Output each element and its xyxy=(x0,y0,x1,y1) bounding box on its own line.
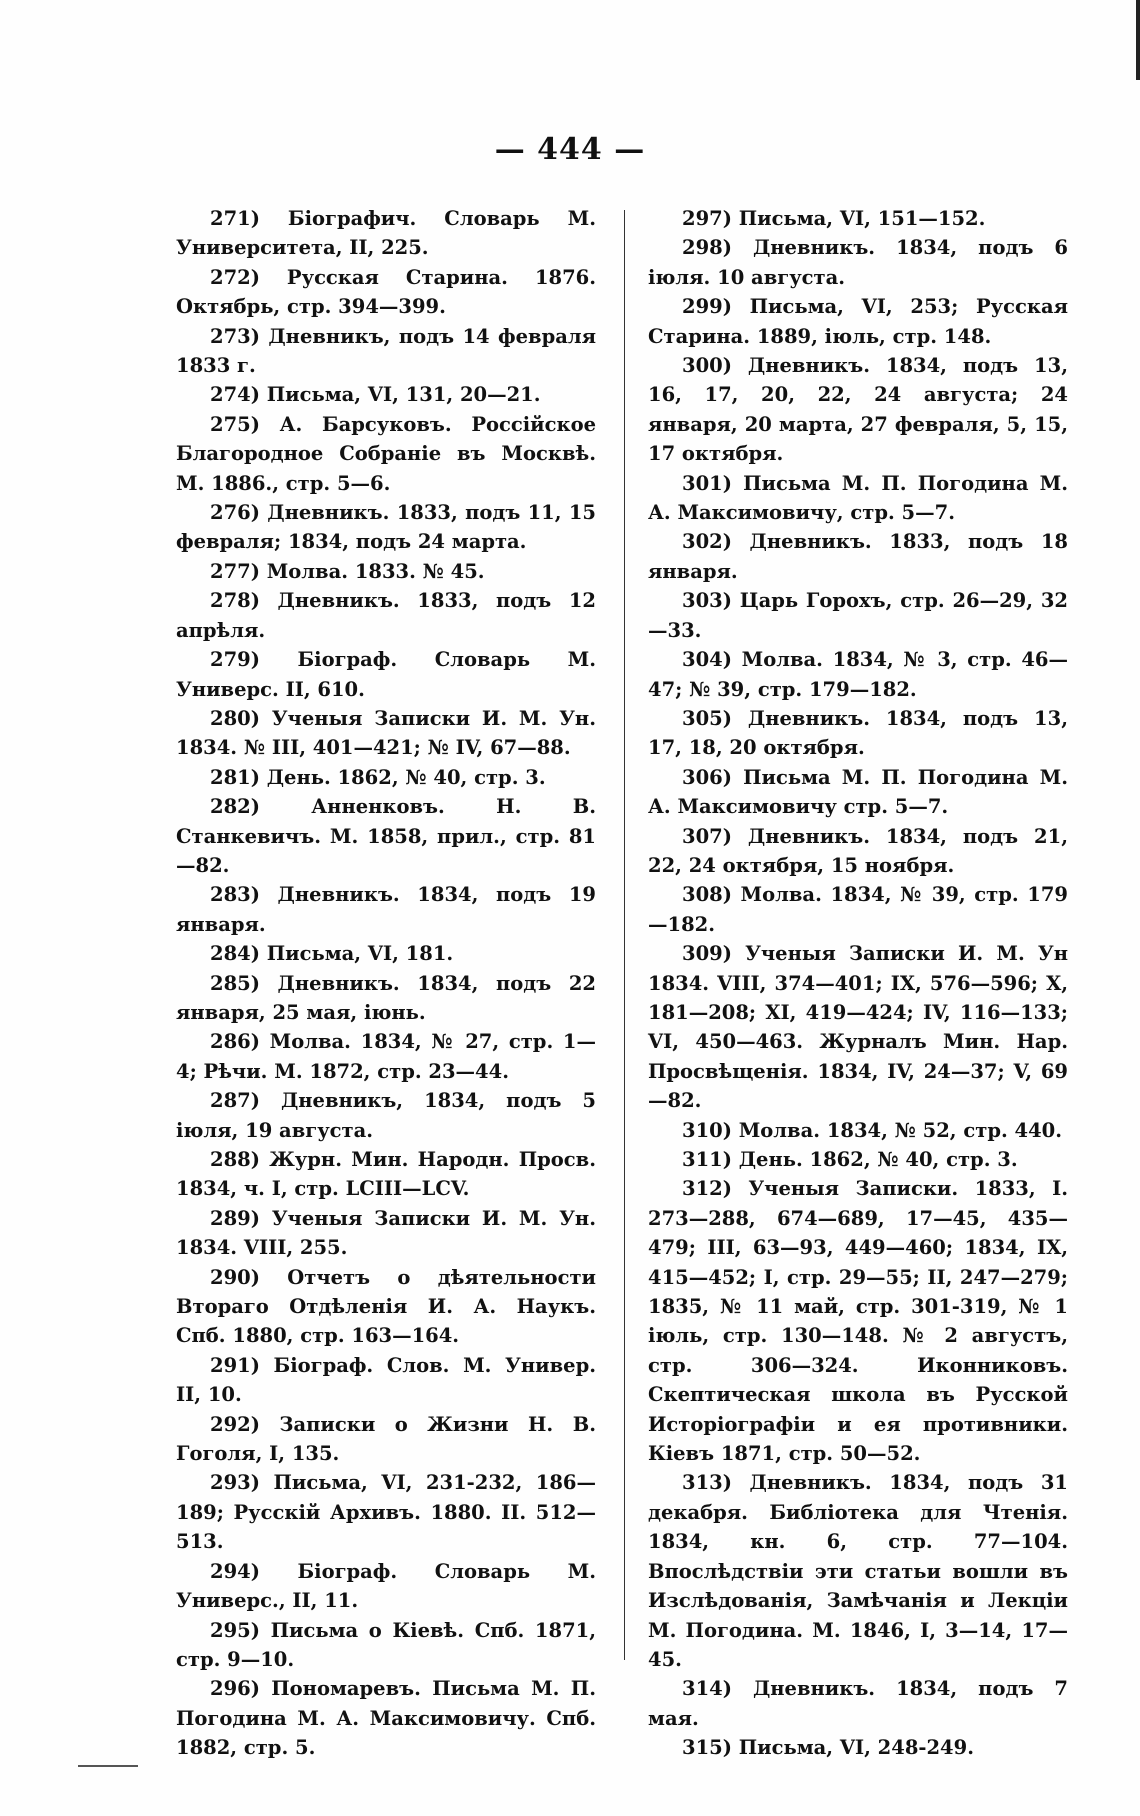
footnote-278: 278) Дневникъ. 1833, подъ 12 апрѣля. xyxy=(176,589,596,642)
footnote-285: 285) Дневникъ. 1834, подъ 22 января, 25 мая, іюнь. xyxy=(176,971,596,1024)
footnote-296: 296) Пономаревъ. Письма М. П. Погодина М. А. Максимовичу. Спб. 1882, стр. 5. xyxy=(176,1677,596,1760)
footnote-276: 276) Дневникъ. 1833, подъ 11, 15 февраля; 1834, подъ 24 марта. xyxy=(176,501,596,554)
footnote-311: 311) День. 1862, № 40, стр. 3. xyxy=(682,1148,1018,1171)
footnote-299: 299) Письма, VI, 253; Русская Старина. 1889, іюль, стр. 148. xyxy=(648,295,1068,348)
footnote-301: 301) Письма М. П. Погодина М. А. Максимовичу, стр. 5—7. xyxy=(648,471,1068,525)
footnote-290: 290) Отчетъ о дѣятельности Втораго Отдѣленія И. А. Наукъ. Спб. 1880, стр. 163—164. xyxy=(176,1265,596,1348)
footnote-273: 273) Дневникъ, подъ 14 февраля 1833 г. xyxy=(176,324,596,378)
footnote-287: 287) Дневникъ, 1834, подъ 5 іюля, 19 августа. xyxy=(176,1089,596,1142)
footnote-288: 288) Журн. Мин. Народн. Просв. 1834, ч. I, стр. LCIII—LCV. xyxy=(176,1148,596,1201)
footnote-297: 297) Письма, VI, 151—152. xyxy=(682,207,986,230)
page-number: — 444 — xyxy=(494,132,646,167)
scan-edge-line xyxy=(1136,0,1140,80)
footnote-284: 284) Письма, VI, 181. xyxy=(210,942,454,966)
footnote-303: 303) Царь Горохъ, стр. 26—29, 32—33. xyxy=(648,589,1068,642)
footnote-294: 294) Біограф. Словарь М. Универс., II, 11. xyxy=(176,1559,596,1613)
footnote-315: 315) Письма, VI, 248-249. xyxy=(682,1736,974,1760)
footnote-283: 283) Дневникъ. 1834, подъ 19 января. xyxy=(176,883,596,936)
footnote-282: 282) Анненковъ. Н. В. Станкевичъ. М. 1858, прил., стр. 81—82. xyxy=(176,795,596,877)
footnote-310: 310) Молва. 1834, № 52, стр. 440. xyxy=(682,1118,1063,1142)
margin-mark xyxy=(78,1765,138,1767)
footnote-293: 293) Письма, VI, 231-232, 186—189; Русскій Архивъ. 1880. II. 512—513. xyxy=(176,1471,596,1554)
footnote-305: 305) Дневникъ. 1834, подъ 13, 17, 18, 20 октября. xyxy=(648,706,1068,760)
footnote-312: 312) Ученыя Записки. 1833, I. 273—288, 674—689, 17—45, 435—479; III, 63—93, 449—460; 1834, IX, 415—452; I, стр. 29—55; II, 247—279; 1835, № 11 май, стр. 301-319, № 1 іюль, стр. 130—148. № 2 августъ, стр. 306—324. Иконниковъ. Скептическая школа въ Русской Исторіографіи и ея противники. Кіевъ 1871, стр. 50—52. xyxy=(648,1177,1068,1466)
footnote-304: 304) Молва. 1834, № 3, стр. 46—47; № 39, стр. 179—182. xyxy=(648,648,1068,701)
footnote-281: 281) День. 1862, № 40, стр. 3. xyxy=(210,765,546,789)
footnote-275: 275) А. Барсуковъ. Россійское Благородное Собраніе въ Москвѣ. М. 1886., стр. 5—6. xyxy=(176,412,596,495)
footnote-308: 308) Молва. 1834, № 39, стр. 179—182. xyxy=(648,883,1068,936)
footnote-277: 277) Молва. 1833. № 45. xyxy=(210,559,485,583)
footnote-295: 295) Письма о Кіевѣ. Спб. 1871, стр. 9—10. xyxy=(176,1618,596,1671)
footnote-274: 274) Письма, VI, 131, 20—21. xyxy=(210,383,541,407)
footnote-291: 291) Біограф. Слов. М. Универ. II, 10. xyxy=(176,1353,596,1407)
footnote-289: 289) Ученыя Записки И. М. Ун. 1834. VIII, 255. xyxy=(176,1206,596,1260)
footnote-300: 300) Дневникъ. 1834, подъ 13, 16, 17, 20, 22, 24 августа; 24 января, 20 марта, 27 февраля, 5, 15, 17 октября. xyxy=(648,354,1068,466)
footnote-286: 286) Молва. 1834, № 27, стр. 1—4; Рѣчи. М. 1872, стр. 23—44. xyxy=(176,1030,596,1083)
footnote-314: 314) Дневникъ. 1834, подъ 7 мая. xyxy=(648,1677,1068,1730)
footnote-272: 272) Русская Старина. 1876. Октябрь, стр. 394—399. xyxy=(176,265,596,319)
footnote-271: 271) Біографич. Словарь М. Университета, II, 225. xyxy=(176,207,596,260)
footnote-302: 302) Дневникъ. 1833, подъ 18 января. xyxy=(648,530,1068,583)
footnote-292: 292) Записки о Жизни Н. В. Гоголя, I, 135. xyxy=(176,1412,596,1466)
left-column xyxy=(176,204,596,1763)
column-divider xyxy=(624,210,625,1660)
footnote-298: 298) Дневникъ. 1834, подъ 6 іюля. 10 августа. xyxy=(648,236,1068,289)
footnote-280: 280) Ученыя Записки И. М. Ун. 1834. № III, 401—421; № IV, 67—88. xyxy=(176,706,596,760)
footnote-306: 306) Письма М. П. Погодина М. А. Максимовичу стр. 5—7. xyxy=(648,765,1068,819)
footnote-307: 307) Дневникъ. 1834, подъ 21, 22, 24 октября, 15 ноября. xyxy=(648,824,1068,877)
footnote-309: 309) Ученыя Записки И. М. Ун 1834. VIII, 374—401; IX, 576—596; X, 181—208; XI, 419—424; IV, 116—133; VI, 450—463. Журналъ Мин. Нар. Просвѣщенія. 1834, IV, 24—37; V, 69—82. xyxy=(648,942,1068,1113)
right-column xyxy=(648,204,1068,1763)
footnote-313: 313) Дневникъ. 1834, подъ 31 декабря. Библіотека для Чтенія. 1834, кн. 6, стр. 77—104. Впослѣдствіи эти статьи вошли въ Изслѣдованія, Замѣчанія и Лекціи М. Погодина. М. 1846, I, 3—14, 17—45. xyxy=(648,1471,1068,1671)
footnote-279: 279) Біограф. Словарь М. Универс. II, 610. xyxy=(176,648,596,701)
